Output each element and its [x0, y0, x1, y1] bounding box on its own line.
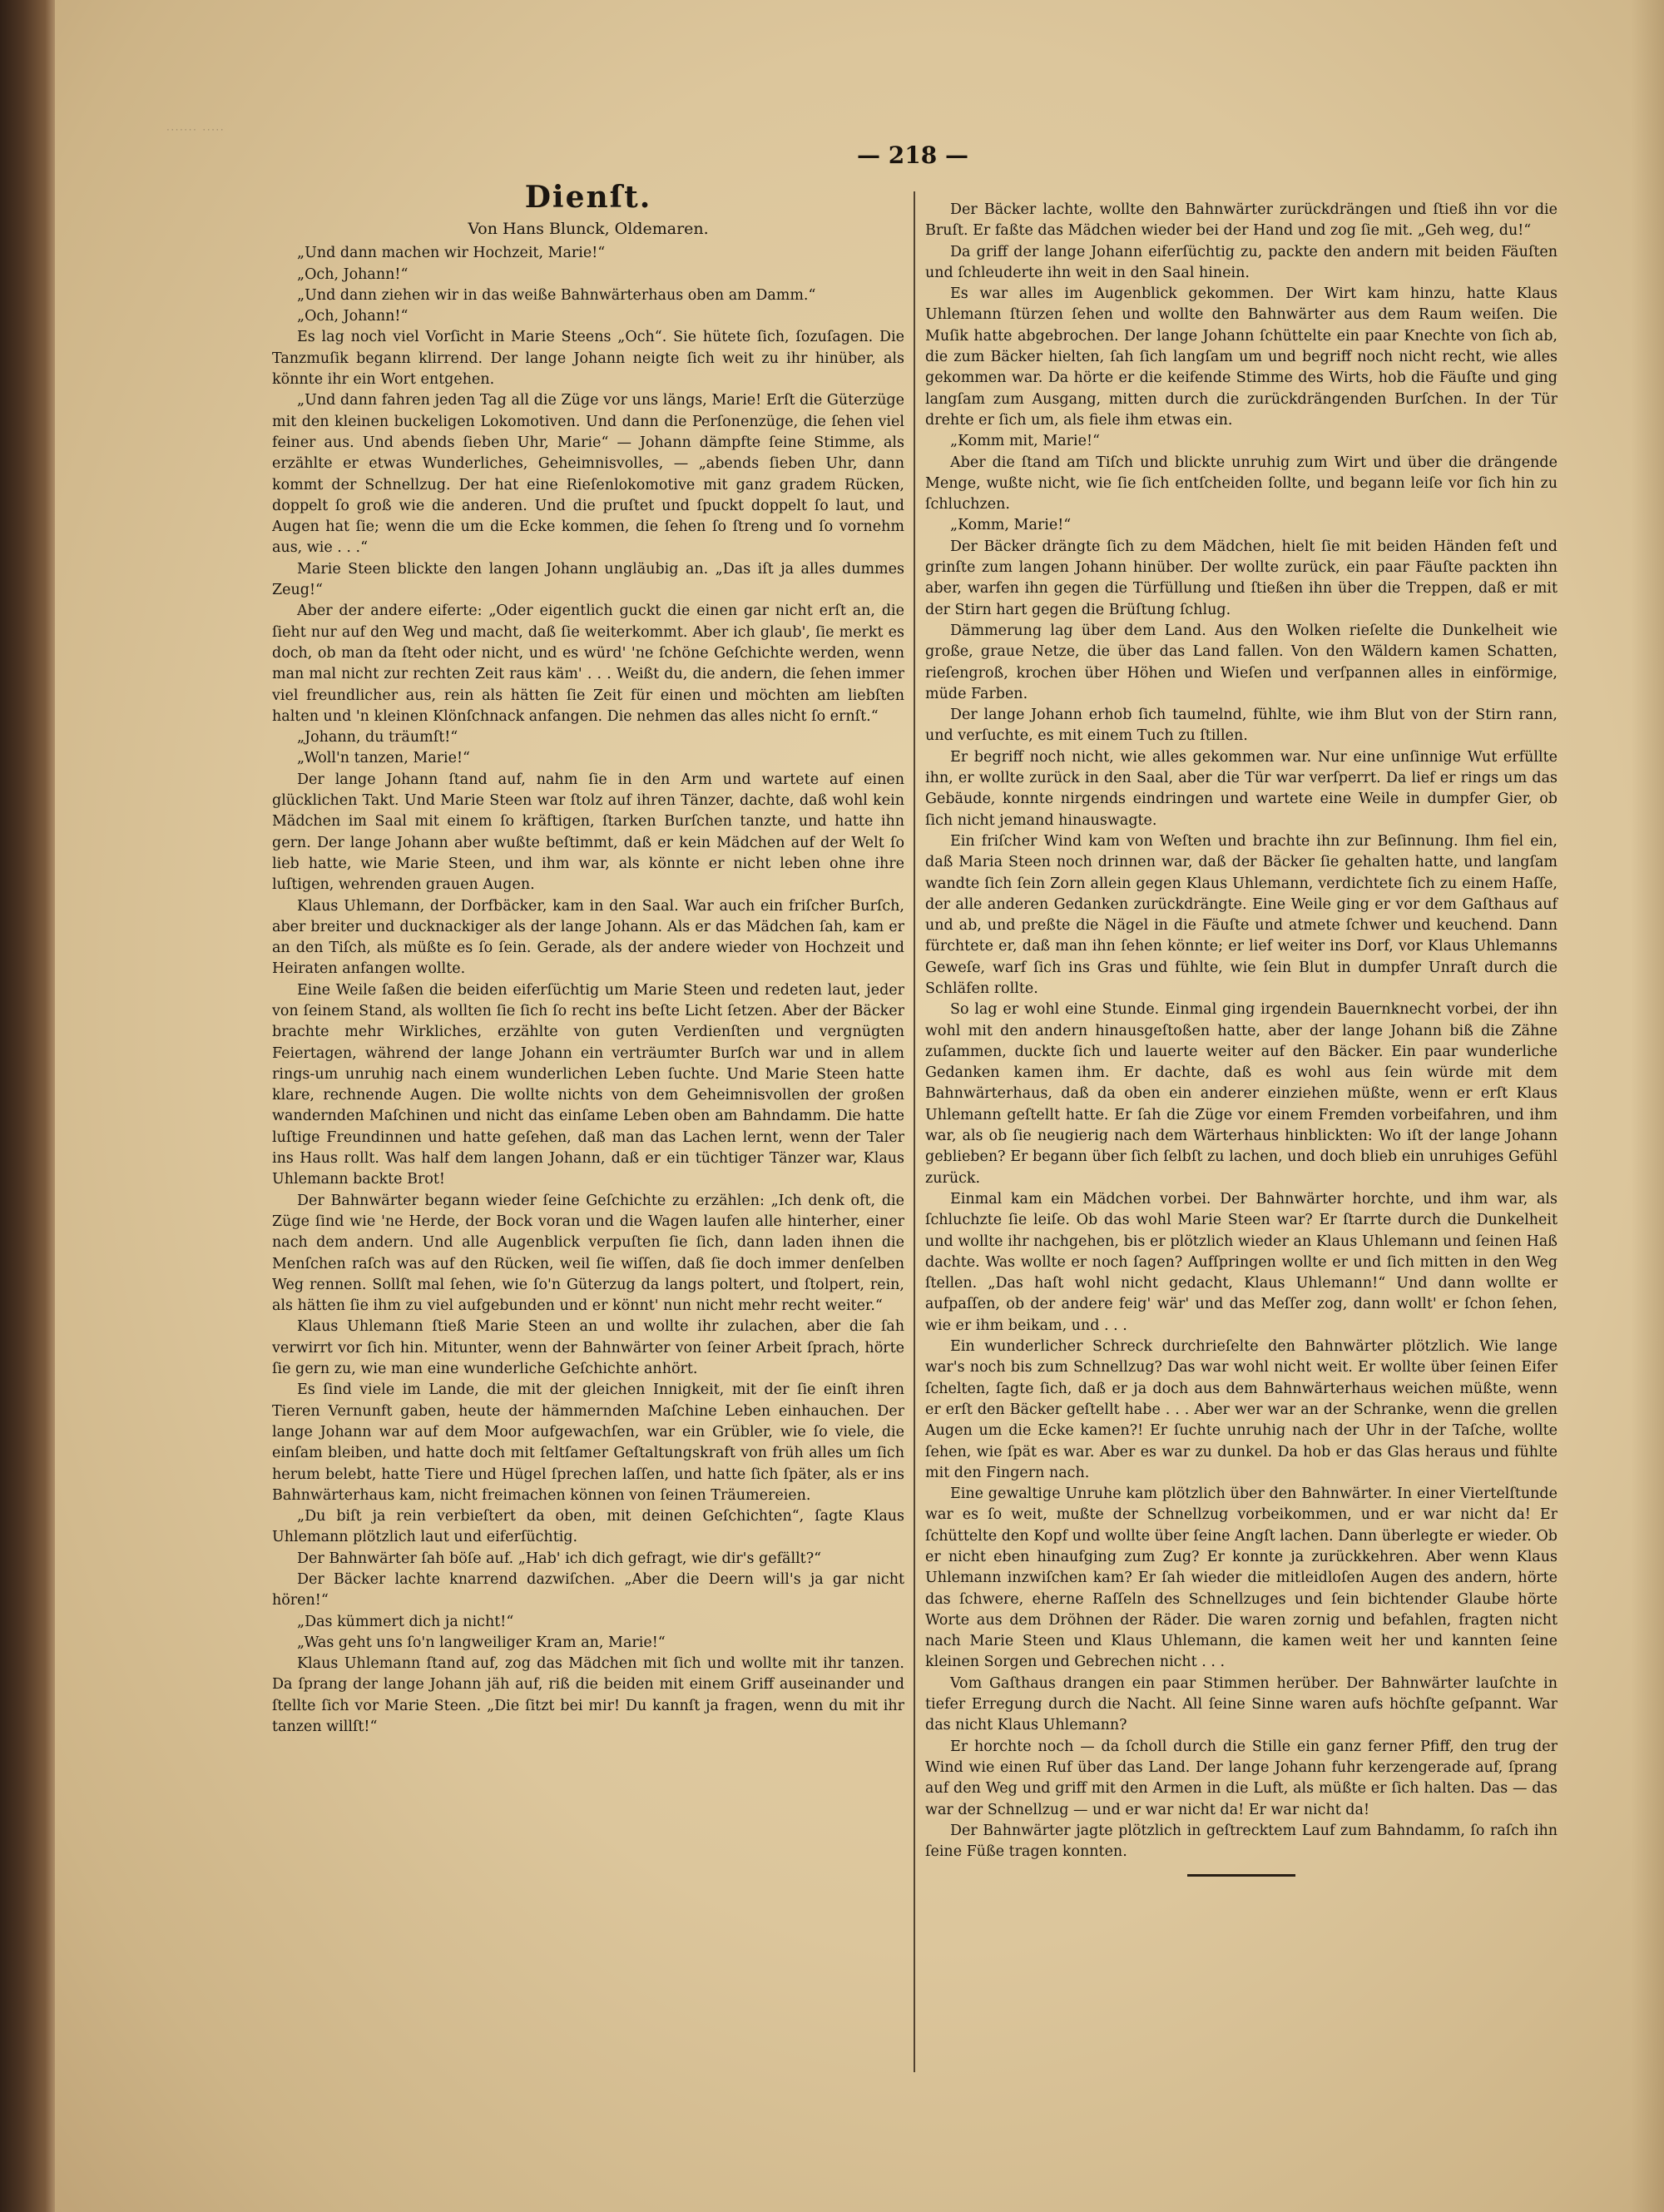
- paragraph: Der Bäcker lachte knarrend dazwiſchen. „Aber die Deern will's ja gar nicht hören!“: [272, 1571, 904, 1609]
- paragraph: „Och, Johann!“: [297, 308, 409, 325]
- paragraph: Der lange Johann erhob ſich taumelnd, fühlte, wie ihm Blut von der Stirn rann, und verſuchte, es mit einem Tuch zu ſtillen.: [925, 707, 1558, 745]
- paragraph: Es war alles im Augenblick gekommen. Der Wirt kam hinzu, hatte Klaus Uhlemann ſtürzen ſehen und wollte den Bahnwärter aus dem Raum weiſen. Die Muſik hatte abgebrochen. Der lange Johann ſchüttelte ein paar Knechte von ſich ab, die zum Bäcker hielten, ſah ſich langſam um und begriff noch nicht recht, wie alles gekommen war. Da hörte er die keifende Stimme des Wirts, hob die Fäuſte und ging langſam zum Ausgang, mitten durch die zurückdrängenden Burſchen. In der Tür drehte er ſich um, als fiele ihm etwas ein.: [925, 285, 1558, 429]
- paragraph: „Und dann ziehen wir in das weiße Bahnwärterhaus oben am Damm.“: [297, 286, 816, 304]
- story-title: Dienſt.: [524, 180, 652, 215]
- paragraph: Da griff der lange Johann eiferſüchtig zu, packte den andern mit beiden Fäuſten und ſchleuderte ihn weit in den Saal hinein.: [925, 243, 1558, 281]
- paragraph: Klaus Uhlemann ſtieß Marie Steen an und wollte ihr zulachen, aber die ſah verwirrt vor ſich hin. Mitunter, wenn der Bahnwärter von ſeiner Arbeit ſprach, hörte ſie gern zu, wie man eine wunderliche Geſchichte anhört.: [272, 1318, 904, 1378]
- paragraph: Ein friſcher Wind kam von Weſten und brachte ihn zur Beſinnung. Ihm fiel ein, daß Maria Steen noch drinnen war, daß der Bäcker ſie gehalten hatte, und langſam wandte ſich ſein Zorn allein gegen Klaus Uhlemann, verdichtete ſich zu einem Haſſe, der alle anderen Gedanken zurückdrängte. Eine Weile ging er vor dem Gaſthaus auf und ab, und preßte die Nägel in die Fäuſte und atmete ſchwer und keuchend. Dann fürchtete er, daß man ihn ſehen könnte; er lief weiter ins Dorf, vor Klaus Uhlemanns Geweſe, warf ſich ins Gras und fühlte, wie ſein Blut in dumpfer Unraſt durch die Schläfen rollte.: [925, 832, 1558, 997]
- paragraph: Eine gewaltige Unruhe kam plötzlich über den Bahnwärter. In einer Viertelſtunde war es ſo weit, mußte der Schnellzug vorbeikommen, und er war nicht da! Er ſchüttelte den Kopf und wollte über ſeine Angſt lachen. Dann überlegte er wieder. Ob er nicht eben hinaufging zum Zug? Er konnte ja zurückkehren. Aber wenn Klaus Uhlemann inzwiſchen kam? Er ſah wieder die mitleidloſen Augen des andern, hörte das ſchwere, eherne Raſſeln des Schnellzuges und ſein bichtender Glaube hörte Worte aus dem Dröhnen der Räder. Die waren zornig und befahlen, fragten nicht nach Marie Steen und Klaus Uhlemann, die kamen weit her und kannten ſeine kleinen Sorgen und Gebrechen nicht . . .: [925, 1485, 1558, 1671]
- paragraph: So lag er wohl eine Stunde. Einmal ging irgendein Bauernknecht vorbei, der ihn wohl mit den andern hinausgeſtoßen hatte, aber der lange Johann biß die Zähne zuſammen, duckte ſich und lauerte weiter auf den Bäcker. Ein paar wunderliche Gedanken kamen ihm. Er dachte, daß es wohl aus ſein würde mit dem Bahnwärterhaus, daß da oben ein anderer einziehen müßte, wenn er erſt Klaus Uhlemann geſtellt hatte. Er ſah die Züge vor einem Fremden vorbeifahren, und ihm war, als ob ſie neugierig nach dem Wärterhaus hinblickten: Wo iſt der lange Johann geblieben? Er begann über ſich ſelbſt zu lachen, und doch blieb ein unruhiges Gefühl zurück.: [925, 1001, 1558, 1187]
- paragraph: „Du biſt ja rein verbieſtert da oben, mit deinen Geſchichten“, ſagte Klaus Uhlemann plötzlich laut und eiferſüchtig.: [272, 1508, 904, 1546]
- paragraph: Dämmerung lag über dem Land. Aus den Wolken rieſelte die Dunkelheit wie große, graue Netze, die über das Land fallen. Von den Wäldern kamen Schatten, rieſengroß, krochen über Höhen und Wieſen und verſpannen alles in einförmige, müde Farben.: [925, 622, 1558, 702]
- paragraph: „Komm, Marie!“: [950, 517, 1072, 534]
- paragraph: Der Bahnwärter begann wieder ſeine Geſchichte zu erzählen: „Ich denk oft, die Züge ſind wie 'ne Herde, der Bock voran und die Wagen laufen alle hinterher, einer nach dem andern. Und alle Augenblick verpuſten ſie ſich, dann laden ihnen die Menſchen raſch was auf den Rücken, weil ſie wiſſen, daß ſie doch immer denſelben Weg rennen. Sollſt mal ſehen, wie ſo'n Güterzug da langs poltert, und ſtolpert, rein, als hätten ſie ihm zu viel aufgebunden und er könnt' nun nicht mehr recht weiter.“: [272, 1192, 904, 1315]
- paragraph: Aber der andere eiferte: „Oder eigentlich guckt die einen gar nicht erſt an, die ſieht nur auf den Weg und macht, daß ſie weiterkommt. Aber ich glaub', ſie merkt es doch, ob man da ſteht oder nicht, und es würd' 'ne ſchöne Geſchichte werden, wenn man mal nicht zur rechten Zeit raus käm' . . . Weißt du, die andern, die ſehen immer viel freundlicher aus, rein als hätten ſie Zeit für einen und möchten am liebſten halten und 'n kleinen Klönſchnack anfangen. Die nehmen das alles nicht ſo ernſt.“: [272, 603, 904, 725]
- paragraph: „Johann, du träumſt!“: [297, 729, 458, 746]
- story-byline: Von Hans Blunck, Oldemaren.: [468, 220, 709, 238]
- paragraph: Der Bäcker lachte, wollte den Bahnwärter zurückdrängen und ſtieß ihn vor die Bruſt. Er faßte das Mädchen wieder bei der Hand und zog ſie mit. „Geh weg, du!“: [925, 201, 1558, 240]
- paragraph: Der Bäcker drängte ſich zu dem Mädchen, hielt ſie mit beiden Händen feſt und grinſte zum langen Johann hinüber. Der wollte zurück, ein paar Fäuſte packten ihn aber, warfen ihn gegen die Türfüllung und ſtießen ihn über die Treppen, daß er mit der Stirn hart gegen die Brüſtung ſchlug.: [925, 538, 1558, 618]
- paragraph: Der Bahnwärter jagte plötzlich in geſtrecktem Lauf zum Bahndamm, ſo raſch ihn ſeine Füße tragen konnten.: [925, 1822, 1558, 1861]
- paragraph: „Komm mit, Marie!“: [950, 433, 1100, 450]
- paragraph: Klaus Uhlemann ſtand auf, zog das Mädchen mit ſich und wollte mit ihr tanzen. Da ſprang der lange Johann jäh auf, riß die beiden mit einem Griff auseinander und ſtellte ſich vor Marie Steen. „Die ſitzt bei mir! Du kannſt ja fragen, wenn du mit ihr tanzen willſt!“: [272, 1655, 904, 1736]
- paragraph: Er begriff noch nicht, wie alles gekommen war. Nur eine unſinnige Wut erfüllte ihn, er wollte zurück in den Saal, aber die Tür war verſperrt. Da lief er rings um das Gebäude, konnte nirgends eindringen und wartete eine Weile in dumpfer Gier, ob ſich nicht jemand hinauswagte.: [925, 748, 1558, 829]
- paragraph: „Das kümmert dich ja nicht!“: [297, 1613, 514, 1630]
- paragraph: Vom Gaſthaus drangen ein paar Stimmen herüber. Der Bahnwärter lauſchte in tiefer Erregung durch die Nacht. All ſeine Sinne waren aufs höchſte geſpannt. War das nicht Klaus Uhlemann?: [925, 1674, 1558, 1734]
- paragraph: Einmal kam ein Mädchen vorbei. Der Bahnwärter horchte, und ihm war, als ſchluchzte ſie leiſe. Ob das wohl Marie Steen war? Er ſtarrte durch die Dunkelheit und wollte ihr nachgehen, bis er plötzlich wieder an Klaus Uhlemann und ſeinen Haß dachte. Was wollte er noch ſagen? Aufſpringen wollte er und ſich mitten in den Weg ſtellen. „Das haſt wohl nicht gedacht, Klaus Uhlemann!“ Und dann wollte er aufpaſſen, ob der andere feig' wär' und das Meſſer zog, dann wollt' er ſchon ſehen, wie er ihm beikam, und . . .: [925, 1190, 1558, 1334]
- paragraph: Es ſind viele im Lande, die mit der gleichen Innigkeit, mit der ſie einſt ihren Tieren Vernunft gaben, heute der hämmernden Maſchine Leben einhauchen. Der lange Johann war auf dem Moor aufgewachſen, war ein Grübler, wie ſo viele, die einſam bleiben, und hatte doch mit ſeltſamer Geſtaltungskraft von früh alles um ſich herum belebt, hatte Tiere und Hügel ſprechen laſſen, und hatte ſich ſpäter, als er ins Bahnwärterhaus kam, nicht freimachen können von ſeinen Träumereien.: [272, 1381, 904, 1504]
- paragraph: Marie Steen blickte den langen Johann ungläubig an. „Das iſt ja alles dummes Zeug!“: [272, 560, 904, 599]
- left-text-column: [272, 179, 904, 1738]
- paragraph: Ein wunderlicher Schreck durchrieſelte den Bahnwärter plötzlich. Wie lange war's noch bis zum Schnellzug? Das war wohl nicht weit. Er wollte über ſeinen Eifer ſchelten, ſagte ſich, daß er ja doch aus dem Bahnwärterhaus weichen müßte, wenn er erſt den Bäcker geſtellt habe . . . Aber wer war an der Schranke, wenn die grellen Augen um die Ecke kamen?! Er ſuchte unruhig nach der Uhr in der Taſche, wollte ſehen, wie ſpät es war. Aber es war zu dunkel. Da hob er das Glas heraus und fühlte mit den Fingern nach.: [925, 1338, 1558, 1481]
- column-divider: [914, 191, 915, 2072]
- paragraph: Aber die ſtand am Tiſch und blickte unruhig zum Wirt und über die drängende Menge, wußte nicht, wie ſie ſich entſcheiden ſollte, und begann leiſe vor ſich hin zu ſchluchzen.: [925, 454, 1558, 513]
- book-binding: [0, 0, 57, 2212]
- paragraph: „Was geht uns ſo'n langweiliger Kram an, Marie!“: [297, 1634, 666, 1651]
- faint-header-print: ᐧᐧᐧᐧᐧᐧᐧ ᐧᐧᐧᐧᐧ: [166, 125, 225, 137]
- paragraph: Er horchte noch — da ſcholl durch die Stille ein ganz ferner Pfiff, den trug der Wind wie einen Ruf über das Land. Der lange Johann fuhr kerzengerade auf, ſprang auf den Weg und griff mit den Armen in die Luft, als müßte er ſich halten. Das — das war der Schnellzug — und er war nicht da! Er war nicht da!: [925, 1738, 1558, 1818]
- paragraph: „Und dann fahren jeden Tag all die Züge vor uns längs, Marie! Erſt die Güterzüge mit den kleinen buckeligen Lokomotiven. Und dann die Perſonenzüge, die ſehen viel feiner aus. Und abends ſieben Uhr, Marie“ — Johann dämpfte ſeine Stimme, als erzählte er etwas Wunderliches, Geheimnisvolles, — „abends ſieben Uhr, dann kommt der Schnellzug. Der hat eine Rieſenlokomotive mit ganz gradem Rücken, doppelt ſo groß wie die anderen. Und die pruſtet und ſpuckt doppelt ſo laut, und Augen hat ſie; wenn die um die Ecke kommen, die ſehen ſo ſtreng und ſo vornehm aus, wie . . .“: [272, 392, 904, 557]
- paragraph: Der lange Johann ſtand auf, nahm ſie in den Arm und wartete auf einen glücklichen Takt. Und Marie Steen war ſtolz auf ihren Tänzer, dachte, daß wohl kein Mädchen im Saal mit einem ſo kräftigen, ſtarken Burſchen tanzte, und hatte ihn gern. Der lange Johann aber wußte beſtimmt, daß er kein Mädchen auf der Welt ſo lieb hatte, wie Marie Steen, und ihm war, als könnte er nicht leben ohne ihre luſtigen, wehrenden grauen Augen.: [272, 771, 904, 894]
- paragraph: „Und dann machen wir Hochzeit, Marie!“: [297, 245, 606, 262]
- paragraph: Klaus Uhlemann, der Dorfbäcker, kam in den Saal. War auch ein friſcher Burſch, aber breiter und ducknackiger als der lange Johann. Als er das Mädchen ſah, kam er an den Tiſch, als müßte es ſo ſein. Gerade, als der andere wieder von Hochzeit und Heiraten anfangen wollte.: [272, 897, 904, 978]
- right-text-column: [925, 200, 1558, 1877]
- paragraph: „Woll'n tanzen, Marie!“: [297, 750, 470, 767]
- page-number: — 218 —: [857, 141, 968, 169]
- page-edge-shadow: [1631, 0, 1664, 2212]
- paragraph: Der Bahnwärter ſah böſe auf. „Hab' ich dich gefragt, wie dir's gefällt?“: [297, 1550, 822, 1567]
- paragraph: Es lag noch viel Vorſicht in Marie Steens „Och“. Sie hütete ſich, ſozuſagen. Die Tanzmuſik begann klirrend. Der lange Johann neigte ſich weit zu ihr hinüber, als könnte ihr ein Wort entgehen.: [272, 329, 904, 389]
- end-of-story-rule: [1187, 1874, 1295, 1877]
- paragraph: Eine Weile ſaßen die beiden eiferſüchtig um Marie Steen und redeten laut, jeder von ſeinem Stand, als wollten ſie ſich ſo recht ins beſte Licht ſetzen. Aber der Bäcker brachte mehr Wirkliches, erzählte von guten Verdienſten und vergnügten Feiertagen, während der lange Johann ein verträumter Burſch war und in allem rings-um unruhig nach einem wunderlichen Leben ſuchte. Und Marie Steen hatte klare, rechnende Augen. Die wollte nichts von dem Geheimnisvollen der großen wandernden Maſchinen und nicht das einſame Leben oben am Bahndamm. Die hatte luſtige Freundinnen und hatte geſehen, daß man das Lachen lernt, wenn der Taler ins Haus rollt. Was half dem langen Johann, daß er ein tüchtiger Tänzer war, Klaus Uhlemann backte Brot!: [272, 981, 904, 1188]
- paragraph: „Och, Johann!“: [297, 265, 409, 283]
